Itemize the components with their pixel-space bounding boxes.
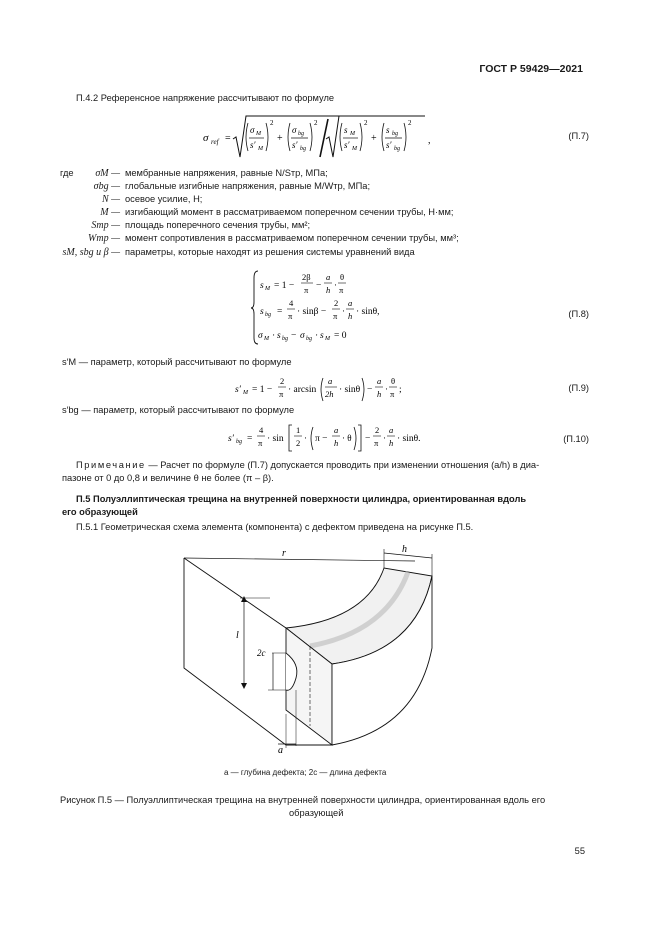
svg-text:σ: σ [300,331,305,341]
definition-row [0,247,661,260]
svg-text:a: a [348,298,353,308]
svg-text:h: h [377,389,382,399]
svg-text:π: π [339,285,344,295]
definition-text: площадь поперечного сечения трубы, мм²; [125,220,311,230]
svg-text:· sinθ,: · sinθ, [356,307,380,317]
svg-text:M: M [325,336,330,342]
svg-text:bg: bg [306,336,312,342]
svg-text:−: − [367,385,373,395]
figure-legend: a — глубина дефекта; 2c — длина дефекта [224,768,387,777]
svg-text:bg: bg [392,131,398,137]
paragraph-p42: П.4.2 Референсное напряжение рассчитывают по формуле [76,93,335,103]
svg-text:ref: ref [211,138,219,146]
svg-text:· sin: · sin [267,434,284,444]
svg-text:M: M [243,390,248,396]
svg-text:s′: s′ [250,140,256,150]
svg-text:M: M [258,146,263,152]
svg-text:σ: σ [203,132,209,144]
svg-text:·: · [334,280,337,290]
svg-text:2: 2 [296,438,301,448]
eq-number-p10: (П.10) [563,434,589,444]
definition-text: мембранные напряжения, равные N/Sтр, МПа; [125,168,328,178]
label-2c: 2c [257,648,266,658]
definition-row [0,168,661,181]
svg-text:bg: bg [265,312,271,318]
svg-text:·: · [315,331,319,341]
svg-text:bg: bg [298,131,304,137]
formula-p9-graphic [233,373,413,407]
svg-text:M: M [256,131,261,137]
definition-term: sM, sbg и β — [62,247,120,258]
definition-term: σM — [95,168,120,179]
formula-p10-graphic [226,421,421,457]
svg-text:bg: bg [282,336,288,342]
definition-row [0,220,661,233]
note-line2: пазоне от 0 до 0,8 и величине θ не более (π – β). [62,473,274,483]
svg-text:M: M [352,146,357,152]
svg-text:π: π [333,311,338,321]
svg-text:· sinθ.: · sinθ. [397,434,421,444]
svg-text:bg: bg [236,439,242,445]
svg-text:π: π [288,311,293,321]
svg-text:2: 2 [408,119,412,127]
definition-row [0,233,661,246]
figure-p5 [170,540,450,765]
svg-text:a: a [389,425,394,435]
section-title-line2: его образующей [62,507,138,517]
svg-text:π: π [374,438,379,448]
paragraph-p51: П.5.1 Геометрическая схема элемента (компонента) с дефектом приведена на рисунке П.5. [76,522,474,532]
svg-text:−: − [365,434,371,444]
svg-text:π: π [390,389,395,399]
svg-text:;: ; [399,385,402,395]
figure-caption-line1: Рисунок П.5 — Полуэллиптическая трещина на внутренней поверхности цилиндра, ориентированная вдоль его [60,795,546,805]
svg-text:2: 2 [314,119,318,127]
svg-text:2β: 2β [302,272,311,282]
svg-text:· θ: · θ [342,433,352,443]
svg-text:2: 2 [375,425,380,435]
svg-text:=: = [277,307,283,317]
definition-text: осевое усилие, Н; [125,194,203,204]
svg-text:s′: s′ [386,140,392,150]
svg-text:s: s [260,307,264,317]
note-text-1: — Расчет по формуле (П.7) допускается проводить при изменении отношения (a/h) в диа- [148,460,540,470]
svg-text:s′: s′ [344,140,350,150]
svg-text:4: 4 [289,298,294,308]
svg-text:· sinβ −: · sinβ − [297,307,327,317]
svg-text:=: = [225,133,231,144]
note-line1 [76,460,539,470]
svg-text:=: = [247,434,253,444]
svg-text:·: · [304,433,307,443]
svg-text:4: 4 [259,425,264,435]
svg-text:bg: bg [394,146,400,152]
svg-text:a: a [328,376,333,386]
svg-text:π −: π − [315,434,328,444]
svg-text:−: − [291,331,297,341]
figure-caption-line2: образующей [289,808,344,818]
svg-text:a: a [377,376,382,386]
svg-text:h: h [389,438,394,448]
label-h: h [402,544,407,555]
svg-text:s: s [386,125,390,135]
definition-term: N — [101,194,120,205]
svg-text:= 1 −: = 1 − [252,385,273,395]
label-l: l [236,630,239,641]
svg-text:M: M [350,131,355,137]
definition-row [0,207,661,220]
definition-term: Sтр — [91,220,120,231]
dimension-r-line [184,558,415,561]
svg-text:= 1 −: = 1 − [274,281,295,291]
sm-prime-paragraph: s′M — параметр, который рассчитывают по формуле [62,357,292,367]
svg-text:2: 2 [364,119,368,127]
svg-text:h: h [326,285,331,295]
svg-text:s: s [277,331,281,341]
svg-text:bg: bg [300,146,306,152]
page-number: 55 [574,846,585,856]
eq-number-p9: (П.9) [568,383,589,393]
svg-text:,: , [428,135,431,146]
definition-text: параметры, которые находят из решения системы уравнений вида [125,247,415,257]
svg-text:h: h [348,311,353,321]
svg-text:+: + [371,133,377,144]
svg-text:s: s [344,125,348,135]
eq-number-p7: (П.7) [568,131,589,141]
where-label: где [60,168,74,178]
formula-p8 [252,268,402,348]
formula-p10 [226,421,421,457]
svg-text:a: a [326,272,331,282]
document-id: ГОСТ Р 59429—2021 [479,63,583,75]
svg-text:·: · [272,331,276,341]
svg-text:1: 1 [296,425,301,435]
definition-row [0,181,661,194]
svg-text:2h: 2h [325,389,334,399]
svg-text:θ: θ [340,272,345,282]
label-a: a [278,745,283,756]
formula-p8-graphic [252,268,402,348]
svg-text:s′: s′ [292,140,298,150]
svg-text:−: − [316,281,322,291]
section-title-line1: П.5 Полуэллиптическая трещина на внутренней поверхности цилиндра, ориентированная вдоль [76,494,527,504]
svg-text:π: π [258,438,263,448]
note-label: Примечание [76,460,146,470]
svg-text:·: · [383,433,386,443]
svg-text:2: 2 [270,119,274,127]
svg-text:π: π [279,389,284,399]
svg-text:2: 2 [334,298,339,308]
svg-text:·: · [385,384,388,394]
svg-text:s: s [320,331,324,341]
formula-p9 [233,373,413,407]
formula-p7-graphic [200,113,440,161]
svg-text:σ: σ [250,125,255,135]
svg-text:· arcsin: · arcsin [288,385,317,395]
definition-term: M — [100,207,120,218]
svg-text:σ: σ [292,125,297,135]
dimension-h-line [384,553,432,558]
svg-text:h: h [334,438,339,448]
svg-text:= 0: = 0 [334,331,347,341]
sbg-prime-paragraph: s′bg — параметр, который рассчитывают по формуле [62,405,295,415]
svg-text:σ: σ [258,331,263,341]
svg-text:θ: θ [391,376,396,386]
definition-term: σbg — [93,181,120,192]
definition-text: момент сопротивления в рассматриваемом поперечном сечении трубы, мм³; [125,233,459,243]
svg-text:s: s [260,281,264,291]
definition-text: глобальные изгибные напряжения, равные M/Wтр, МПа; [125,181,371,191]
svg-text:s′: s′ [235,385,241,395]
svg-text:s′: s′ [228,434,234,444]
svg-text:M: M [265,286,270,292]
svg-text:+: + [277,133,283,144]
svg-text:M: M [264,336,269,342]
svg-text:· sinθ: · sinθ [339,385,361,395]
definition-term: Wтр — [88,233,120,244]
cylinder-crack-drawing [170,540,450,765]
eq-number-p8: (П.8) [568,309,589,319]
definition-row [0,194,661,207]
definition-text: изгибающий момент в рассматриваемом поперечном сечении трубы, Н·мм; [125,207,454,217]
formula-p7 [200,113,440,161]
svg-text:π: π [304,285,309,295]
label-r: r [282,548,286,559]
svg-text:·: · [342,306,345,316]
svg-text:2: 2 [280,376,285,386]
svg-text:a: a [334,425,339,435]
